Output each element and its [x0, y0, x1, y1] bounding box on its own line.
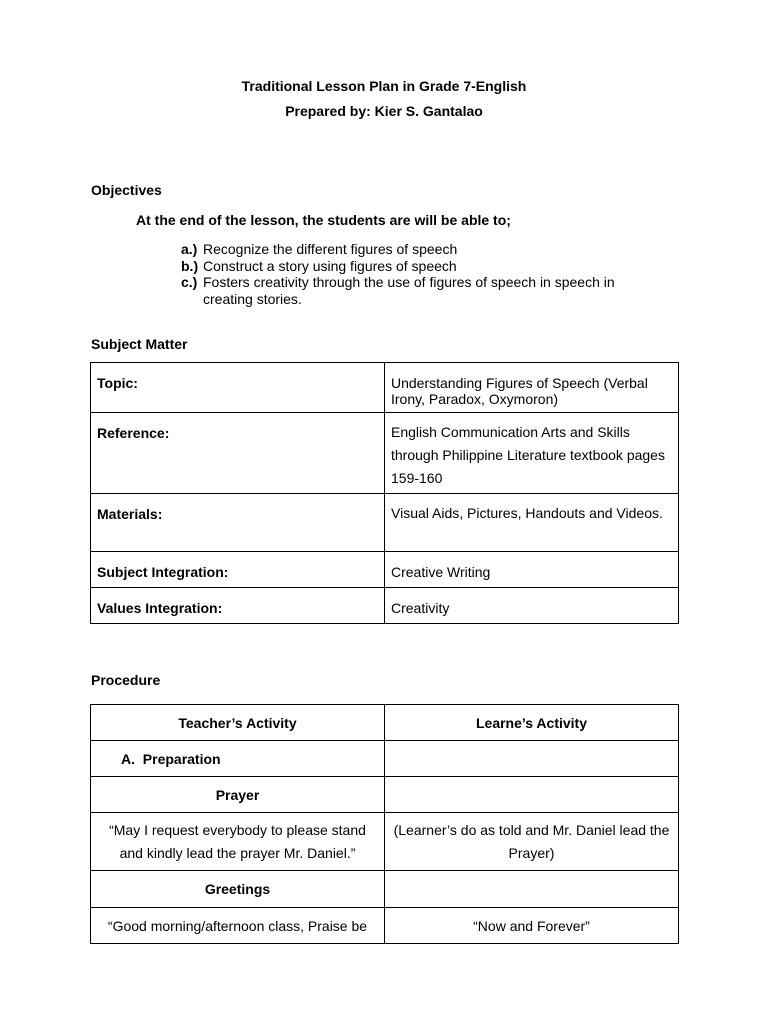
- prayer-label: Prayer: [91, 777, 385, 813]
- objective-letter: c.): [181, 274, 198, 290]
- greetings-label: Greetings: [91, 871, 385, 908]
- objective-item: [181, 274, 661, 307]
- table-header-row: [91, 705, 679, 741]
- table-row: [91, 413, 679, 494]
- objectives-heading: Objectives: [91, 182, 162, 198]
- document-title: Traditional Lesson Plan in Grade 7-English: [241, 78, 527, 94]
- greetings-learner: “Now and Forever”: [385, 908, 679, 944]
- objectives-list: [181, 241, 661, 307]
- empty-cell: [385, 777, 679, 813]
- preparation-letter: A.: [121, 750, 135, 767]
- header-teacher-activity: Teacher’s Activity: [91, 705, 385, 741]
- row-value: English Communication Arts and Skills through Philippine Literature textbook pages 159-160: [385, 413, 679, 494]
- procedure-heading: Procedure: [91, 672, 161, 688]
- objective-text: Recognize the different figures of speech: [203, 241, 458, 257]
- objective-letter: b.): [181, 257, 199, 274]
- prayer-teacher: “May I request everybody to please stand and kindly lead the prayer Mr. Daniel.”: [91, 813, 385, 871]
- objectives-intro: At the end of the lesson, the students are will be able to;: [136, 212, 511, 228]
- table-row: [91, 363, 679, 413]
- table-row: [91, 494, 679, 552]
- row-value: Visual Aids, Pictures, Handouts and Videos.: [385, 494, 679, 552]
- row-value: Creativity: [385, 588, 679, 624]
- greetings-teacher: “Good morning/afternoon class, Praise be: [91, 908, 385, 944]
- empty-cell: [385, 871, 679, 908]
- table-row: [91, 777, 679, 813]
- row-label: Topic:: [91, 363, 385, 413]
- header-learner-activity: Learne’s Activity: [385, 705, 679, 741]
- prepared-by: Prepared by: Kier S. Gantalao: [285, 103, 483, 119]
- prayer-learner: (Learner’s do as told and Mr. Daniel lead the Prayer): [385, 813, 679, 871]
- objective-item: [181, 258, 661, 275]
- row-value: Understanding Figures of Speech (Verbal Irony, Paradox, Oxymoron): [385, 363, 679, 413]
- objective-item: [181, 241, 661, 258]
- objective-letter: a.): [181, 241, 198, 257]
- subject-matter-heading: Subject Matter: [91, 336, 188, 352]
- empty-cell: [385, 741, 679, 777]
- objective-text: Fosters creativity through the use of figures of speech in speech in creating stories.: [203, 274, 615, 307]
- table-row: [91, 813, 679, 871]
- procedure-table: [90, 704, 679, 944]
- table-row: [91, 552, 679, 588]
- row-value: Creative Writing: [385, 552, 679, 588]
- row-label: Materials:: [91, 494, 385, 552]
- table-row: [91, 871, 679, 908]
- table-row: [91, 588, 679, 624]
- row-label: Values Integration:: [91, 588, 385, 624]
- row-label: Reference:: [91, 413, 385, 494]
- row-label: Subject Integration:: [91, 552, 385, 588]
- table-row: [91, 741, 679, 777]
- preparation-cell: [91, 741, 385, 777]
- preparation-label: Preparation: [142, 750, 221, 767]
- table-row: [91, 908, 679, 944]
- subject-matter-table: [90, 362, 679, 624]
- objective-text: Construct a story using figures of speech: [203, 257, 457, 274]
